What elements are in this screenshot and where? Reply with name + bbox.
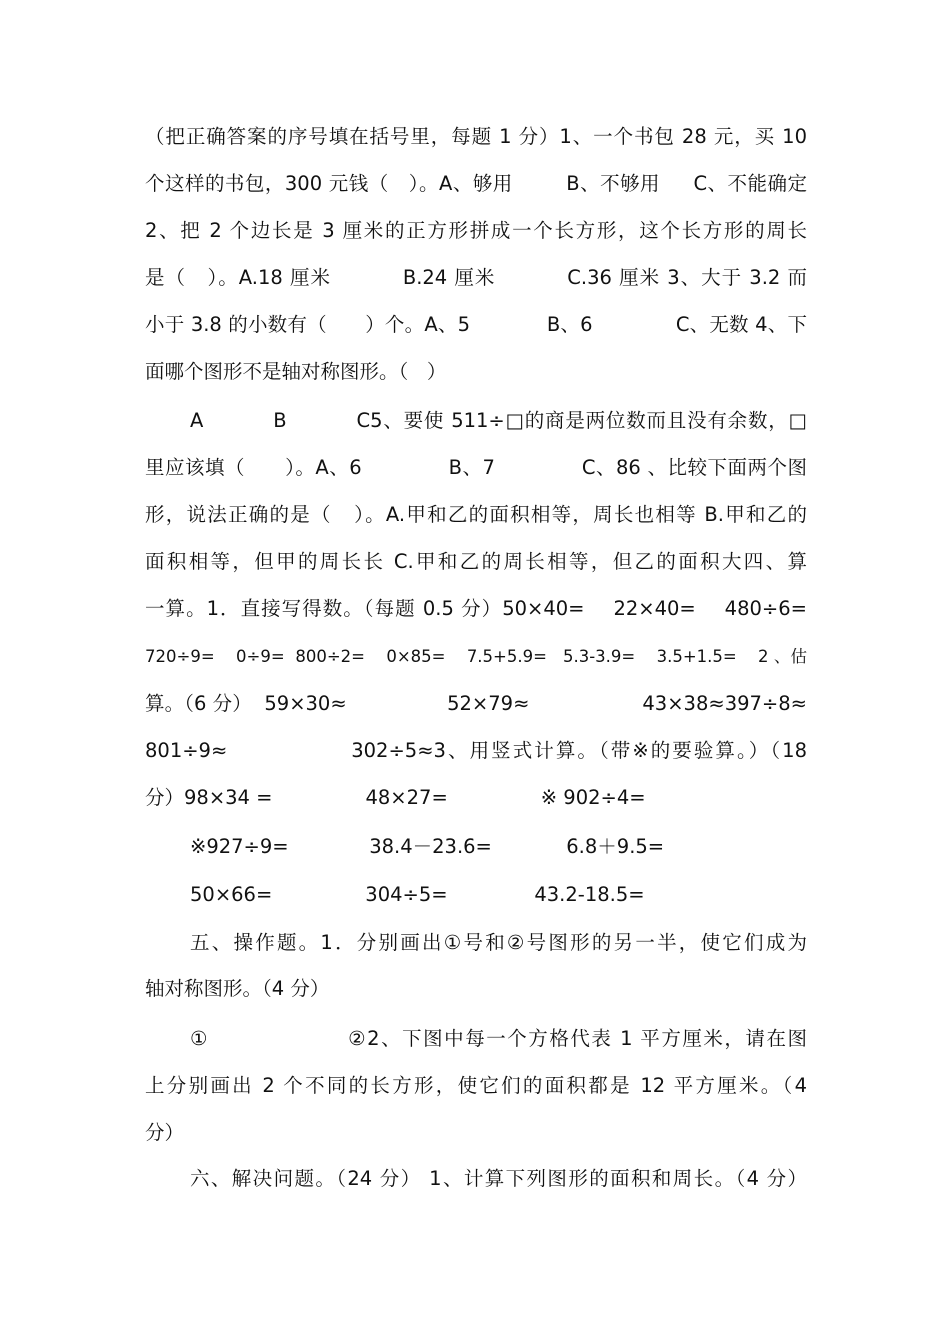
text-line: 面哪个图形不是轴对称图形。（ ） [145,360,447,383]
text-line: 上分别画出 2 个不同的长方形，使它们的面积都是 12 平方厘米。（4 [145,1074,807,1097]
text-line: （把正确答案的序号填在括号里，每题 1 分）1、一个书包 28 元，买 10 [145,125,807,148]
text-line: 2、把 2 个边长是 3 厘米的正方形拼成一个长方形，这个长方形的周长 [145,219,807,242]
text-line: 算。（6 分） 59×30≈ 52×79≈ 43×38≈397÷8≈ [145,692,807,715]
text-line: 五、操作题。1．分别画出①号和②号图形的另一半，使它们成为 [190,931,807,954]
text-line: 一算。1．直接写得数。（每题 0.5 分）50×40= 22×40= 480÷6= [145,597,807,620]
text-line: A B C5、要使 511÷□的商是两位数而且没有余数，□ [190,409,807,432]
text-line: ① ②2、下图中每一个方格代表 1 平方厘米，请在图 [190,1027,807,1050]
text-line: 50×66= 304÷5= 43.2-18.5= [190,883,645,906]
text-line: 801÷9≈ 302÷5≈3、用竖式计算。（带※的要验算。）（18 [145,739,807,762]
text-line: 小于 3.8 的小数有（ ）个。A、5 B、6 C、无数 4、下 [145,313,807,336]
text-line: 形，说法正确的是（ ）。A.甲和乙的面积相等，周长也相等 B.甲和乙的 [145,503,807,526]
text-line: 720÷9= 0÷9= 800÷2= 0×85= 7.5+5.9= 5.3-3.9= 3.5+1.5= 2 、估 [145,647,807,666]
text-line: 分） [145,1121,185,1144]
text-line: 是（ ）。A.18 厘米 B.24 厘米 C.36 厘米 3、大于 3.2 而 [145,266,807,289]
text-line: 里应该填（ ）。A、6 B、7 C、86 、比较下面两个图 [145,456,807,479]
text-line: 面积相等，但甲的周长长 C.甲和乙的周长相等，但乙的面积大四、算 [145,550,807,573]
text-line: 个这样的书包，300 元钱（ ）。A、够用 B、不够用 C、不能确定 [145,172,807,195]
text-line: 轴对称图形。（4 分） [145,977,330,1000]
text-line: 六、解决问题。（24 分） 1、计算下列图形的面积和周长。（4 分） [190,1167,807,1190]
text-line: 分）98×34 = 48×27= ※ 902÷4= [145,786,646,809]
text-line: ※927÷9= 38.4－23.6= 6.8＋9.5= [190,835,665,858]
